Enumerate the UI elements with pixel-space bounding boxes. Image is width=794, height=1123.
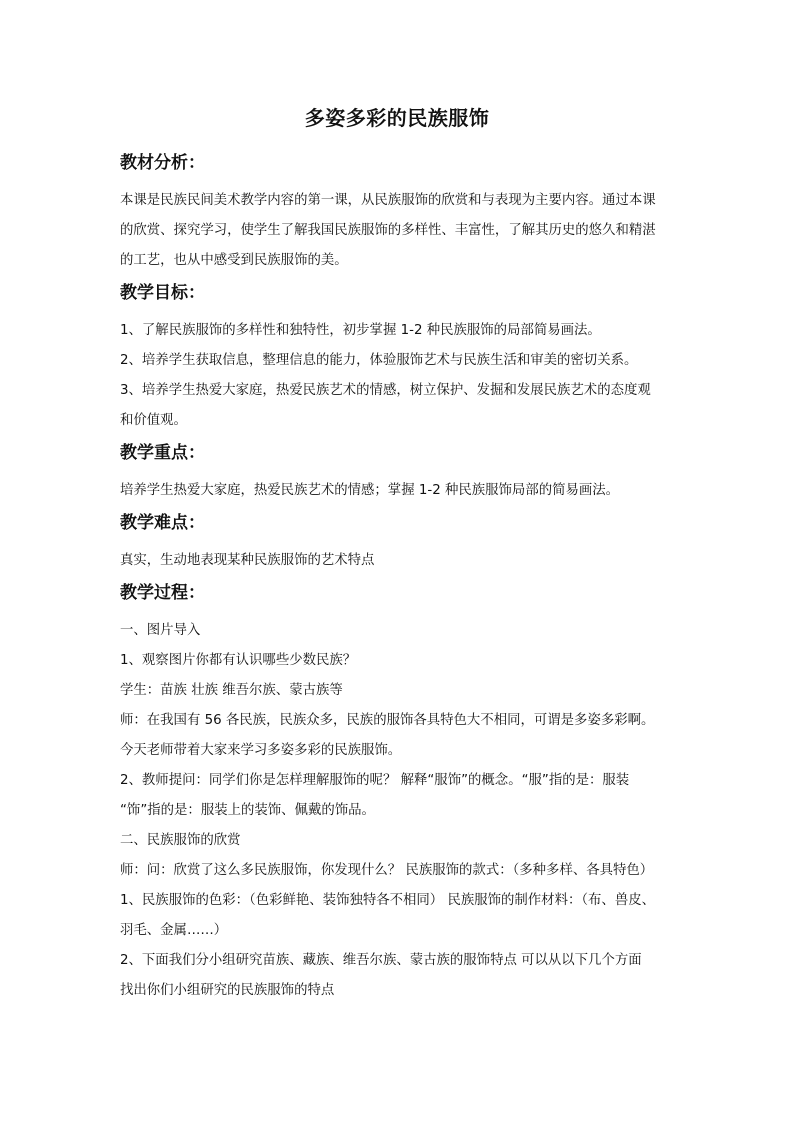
paragraph-line: 3、培养学生热爱大家庭，热爱民族艺术的情感，树立保护、发掘和发展民族艺术的态度观 xyxy=(120,383,651,398)
paragraph-line: 一、图片导入 xyxy=(120,623,201,638)
section-heading-difficulties: 教学难点： xyxy=(120,513,205,533)
paragraph-line: 羽毛、金属……） xyxy=(120,923,228,938)
section-heading-process: 教学过程： xyxy=(120,583,205,603)
paragraph-line: 二、民族服饰的欣赏 xyxy=(120,833,241,848)
paragraph-line: 学生：苗族 壮族 维吾尔族、蒙古族等 xyxy=(120,683,343,698)
paragraph-line: 2、教师提问：同学们你是怎样理解服饰的呢？ 解释“服饰”的概念。“服”指的是：服装 xyxy=(120,773,630,788)
paragraph-line: 培养学生热爱大家庭，热爱民族艺术的情感；掌握 1-2 种民族服饰局部的简易画法。 xyxy=(120,483,620,498)
paragraph-line: 和价值观。 xyxy=(120,413,187,428)
paragraph-line: 1、观察图片你都有认识哪些少数民族？ xyxy=(120,653,357,668)
paragraph-line: 的工艺，也从中感受到民族服饰的美。 xyxy=(120,253,348,268)
paragraph-line: 今天老师带着大家来学习多姿多彩的民族服饰。 xyxy=(120,743,402,758)
paragraph-line: “饰”指的是：服装上的装饰、佩戴的饰品。 xyxy=(120,803,375,818)
document-title: 多姿多彩的民族服饰 xyxy=(304,106,490,130)
paragraph-line: 找出你们小组研究的民族服饰的特点 xyxy=(120,983,335,998)
section-heading-analysis: 教材分析： xyxy=(120,153,205,173)
section-heading-key-points: 教学重点： xyxy=(120,443,205,463)
paragraph-line: 1、民族服饰的色彩：（色彩鲜艳、装饰独特各不相同） 民族服饰的制作材料：（布、兽皮、 xyxy=(120,893,655,908)
paragraph-line: 1、了解民族服饰的多样性和独特性，初步掌握 1-2 种民族服饰的局部简易画法。 xyxy=(120,323,601,338)
paragraph-line: 真实，生动地表现某种民族服饰的艺术特点 xyxy=(120,553,375,568)
paragraph-line: 2、下面我们分小组研究苗族、藏族、维吾尔族、蒙古族的服饰特点 可以从以下几个方面 xyxy=(120,953,642,968)
paragraph-line: 的欣赏、探究学习，使学生了解我国民族服饰的多样性、丰富性，了解其历史的悠久和精湛 xyxy=(120,223,656,238)
paragraph-line: 本课是民族民间美术教学内容的第一课，从民族服饰的欣赏和与表现为主要内容。通过本课 xyxy=(120,193,656,208)
document-body xyxy=(120,146,680,1006)
paragraph-line: 师：问：欣赏了这么多民族服饰，你发现什么？ 民族服饰的款式：（多种多样、各具特色） xyxy=(120,863,654,878)
paragraph-line: 2、培养学生获取信息，整理信息的能力，体验服饰艺术与民族生活和审美的密切关系。 xyxy=(120,353,638,368)
section-heading-goals: 教学目标： xyxy=(120,283,205,303)
paragraph-line: 师：在我国有 56 各民族，民族众多，民族的服饰各具特色大不相同，可谓是多姿多彩啊。 xyxy=(120,713,655,728)
